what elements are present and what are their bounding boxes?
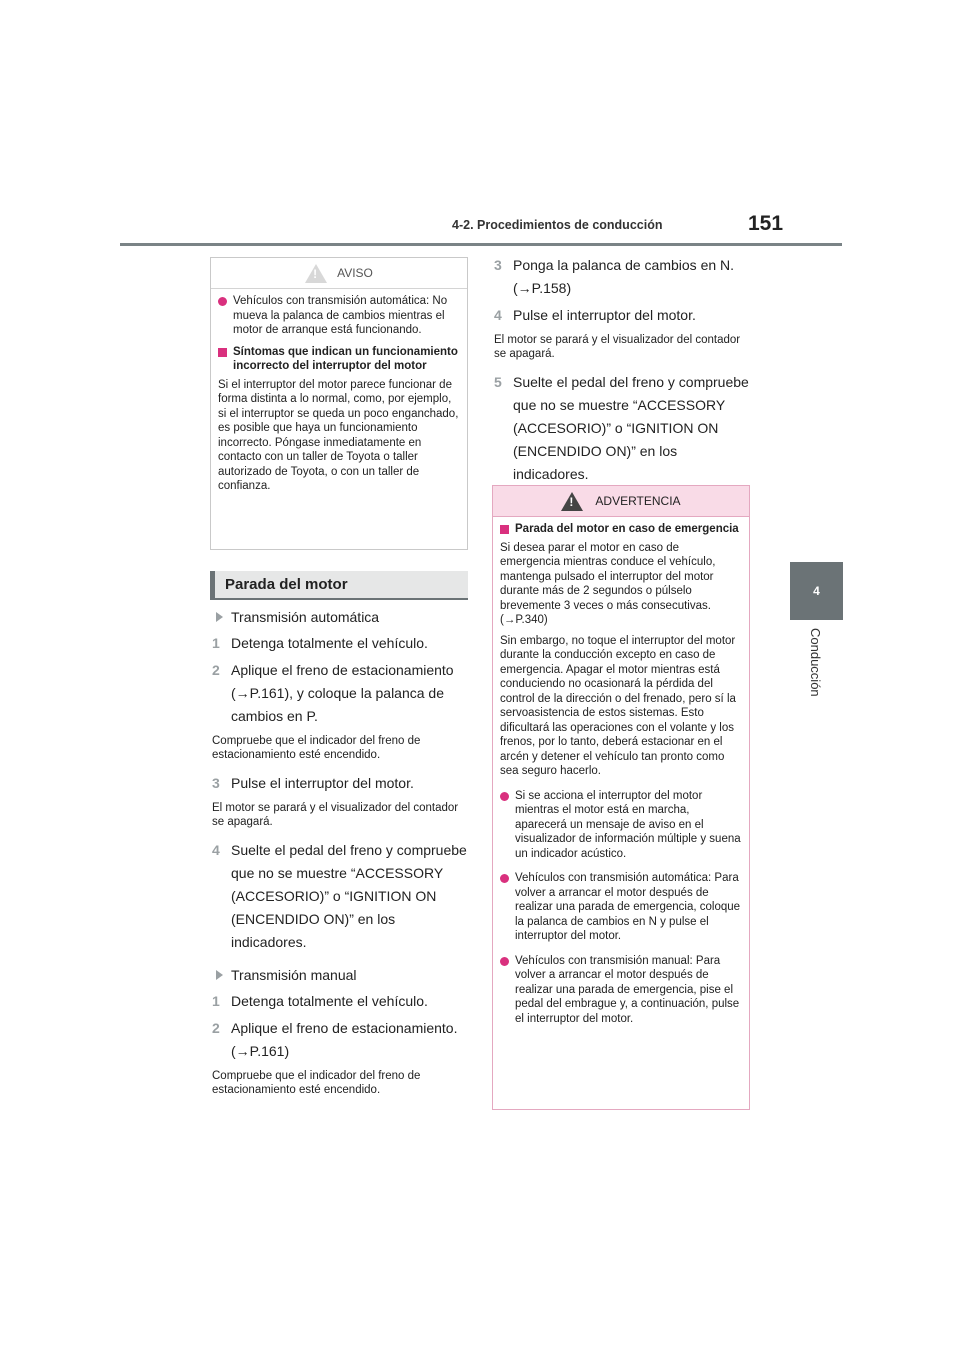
manual-step-1-text: Detenga totalmente el vehículo. xyxy=(231,993,428,1009)
step-4: 4 Suelte el pedal del freno y compruebe que no se muestre “ACCESSORY (ACCESORIO)” o “IGNITION ON (ENCENDIDO ON)” en los indicadores. xyxy=(212,842,467,950)
advertencia-box xyxy=(492,485,750,1110)
advertencia-p2: Sin embargo, no toque el interruptor del motor durante la conducción excepto en caso de emergencia. Apagar el motor mientras está conduciendo no ocasionará la pérdida del control de la dirección o del frenado, pero sí la servoasistencia de estos sistemas. Esto dificultará las operaciones con el volante y los frenos, por lo tanto, deberá estacionar en el arcén y detener el vehículo tan pronto como sea seguro hacerlo. xyxy=(500,634,736,777)
page-number: 151 xyxy=(748,212,784,235)
manual-step-2-text: Aplique el freno de estacionamiento. (→P.161) xyxy=(231,1020,458,1059)
step-1-text: Detenga totalmente el vehículo. xyxy=(231,635,428,651)
advertencia-bullet-1: Si se acciona el interruptor del motor mientras el motor está en marcha, aparecerá un mensaje de aviso en el visualizador de información múltiple y suena un indicador acústico. xyxy=(500,789,741,862)
chapter-label xyxy=(790,628,843,708)
step-1: 1 Detenga totalmente el vehículo. xyxy=(212,635,428,651)
right-step-5-text: Suelte el pedal del freno y compruebe que no se muestre “ACCESSORY (ACCESORIO)” o “IGNITION ON (ENCENDIDO ON)” en los indicadores. xyxy=(513,374,749,482)
auto-transmission-title: Transmisión automática xyxy=(212,606,468,628)
step-4-text: Suelte el pedal del freno y compruebe que no se muestre “ACCESSORY (ACCESORIO)” o “IGNITION ON (ENCENDIDO ON)” en los indicadores. xyxy=(231,842,467,950)
right-step-4-text: Pulse el interruptor del motor. xyxy=(513,307,696,323)
manual-step-1: 1 Detenga totalmente el vehículo. xyxy=(212,993,428,1009)
aviso-bullet: Vehículos con transmisión automática: No mueva la palanca de cambios mientras el motor de arranque está funcionando. xyxy=(218,294,459,338)
advertencia-title: ADVERTENCIA xyxy=(595,494,681,508)
aviso-title: AVISO xyxy=(337,266,373,280)
note-3: Compruebe que el indicador del freno de estacionamiento esté encendido. xyxy=(212,1070,421,1096)
right-note: El motor se parará y el visualizador del contador se apagará. xyxy=(494,334,741,360)
right-step-4: 4 Pulse el interruptor del motor. xyxy=(494,307,696,323)
aviso-header xyxy=(211,258,467,289)
aviso-text: Si el interruptor del motor parece funcionar de forma distinta a lo normal, como, por ejemplo, si el interruptor se queda un poco enganchado, es posible que haya un funcionamiento incorrecto. Póngase inmediatamente en contacto con un taller de Toyota o taller autorizado de Toyota, o con un taller de confianza. xyxy=(218,378,459,492)
advertencia-header xyxy=(493,486,749,517)
manual-transmission-title: Transmisión manual xyxy=(212,964,468,986)
note-2: El motor se parará y el visualizador del contador se apagará. xyxy=(212,802,459,828)
step-3: 3 Pulse el interruptor del motor. xyxy=(212,775,414,791)
right-step-3: 3 Ponga la palanca de cambios en N. (→P.158) xyxy=(494,257,735,296)
advertencia-p1: Si desea parar el motor en caso de emergencia mientras conduce el vehículo, mantenga pulsado el interruptor del motor durante más de 2 segundos o púlselo brevemente 3 veces o más consecutivas. (→P.340) xyxy=(500,541,716,626)
advertencia-bullet-3: Vehículos con transmisión manual: Para volver a arrancar el motor después de realizar una parada de emergencia, pise el pedal del embrague y, a continuación, pulse el interruptor del motor. xyxy=(500,954,741,1027)
aviso-box xyxy=(210,257,468,550)
manual-step-2: 2 Aplique el freno de estacionamiento. (→P.161) xyxy=(212,1020,458,1059)
right-column xyxy=(494,254,750,490)
section-heading: Parada del motor xyxy=(210,571,468,600)
right-step-5: 5 Suelte el pedal del freno y compruebe que no se muestre “ACCESSORY (ACCESORIO)” o “IGNITION ON (ENCENDIDO ON)” en los indicadores. xyxy=(494,374,749,482)
step-2-text: Aplique el freno de estacionamiento (→P.161), y coloque la palanca de cambios en P. xyxy=(231,662,454,724)
note-1: Compruebe que el indicador del freno de estacionamiento esté encendido. xyxy=(212,735,421,761)
advertencia-bullet-2: Vehículos con transmisión automática: Para volver a arrancar el motor después de realizar una parada de emergencia, coloque la palanca de cambios en N y pulse el interruptor del motor. xyxy=(500,871,741,944)
right-step-3-text: Ponga la palanca de cambios en N. (→P.158) xyxy=(513,257,735,296)
caution-icon: ! xyxy=(305,264,327,283)
header-rule xyxy=(120,243,842,246)
step-3-text: Pulse el interruptor del motor. xyxy=(231,775,414,791)
section-title: 4-2. Procedimientos de conducción xyxy=(452,218,663,232)
step-2: 2 Aplique el freno de estacionamiento (→P.161), y coloque la palanca de cambios en P. xyxy=(212,662,454,724)
advertencia-heading: Parada del motor en caso de emergencia xyxy=(500,522,741,537)
chapter-tab: 4 xyxy=(790,562,843,620)
warning-icon: ! xyxy=(561,492,583,511)
aviso-heading: Síntomas que indican un funcionamiento incorrecto del interruptor del motor xyxy=(218,345,459,374)
chapter-label-text: Conducción xyxy=(808,628,823,697)
left-column xyxy=(212,606,468,1107)
